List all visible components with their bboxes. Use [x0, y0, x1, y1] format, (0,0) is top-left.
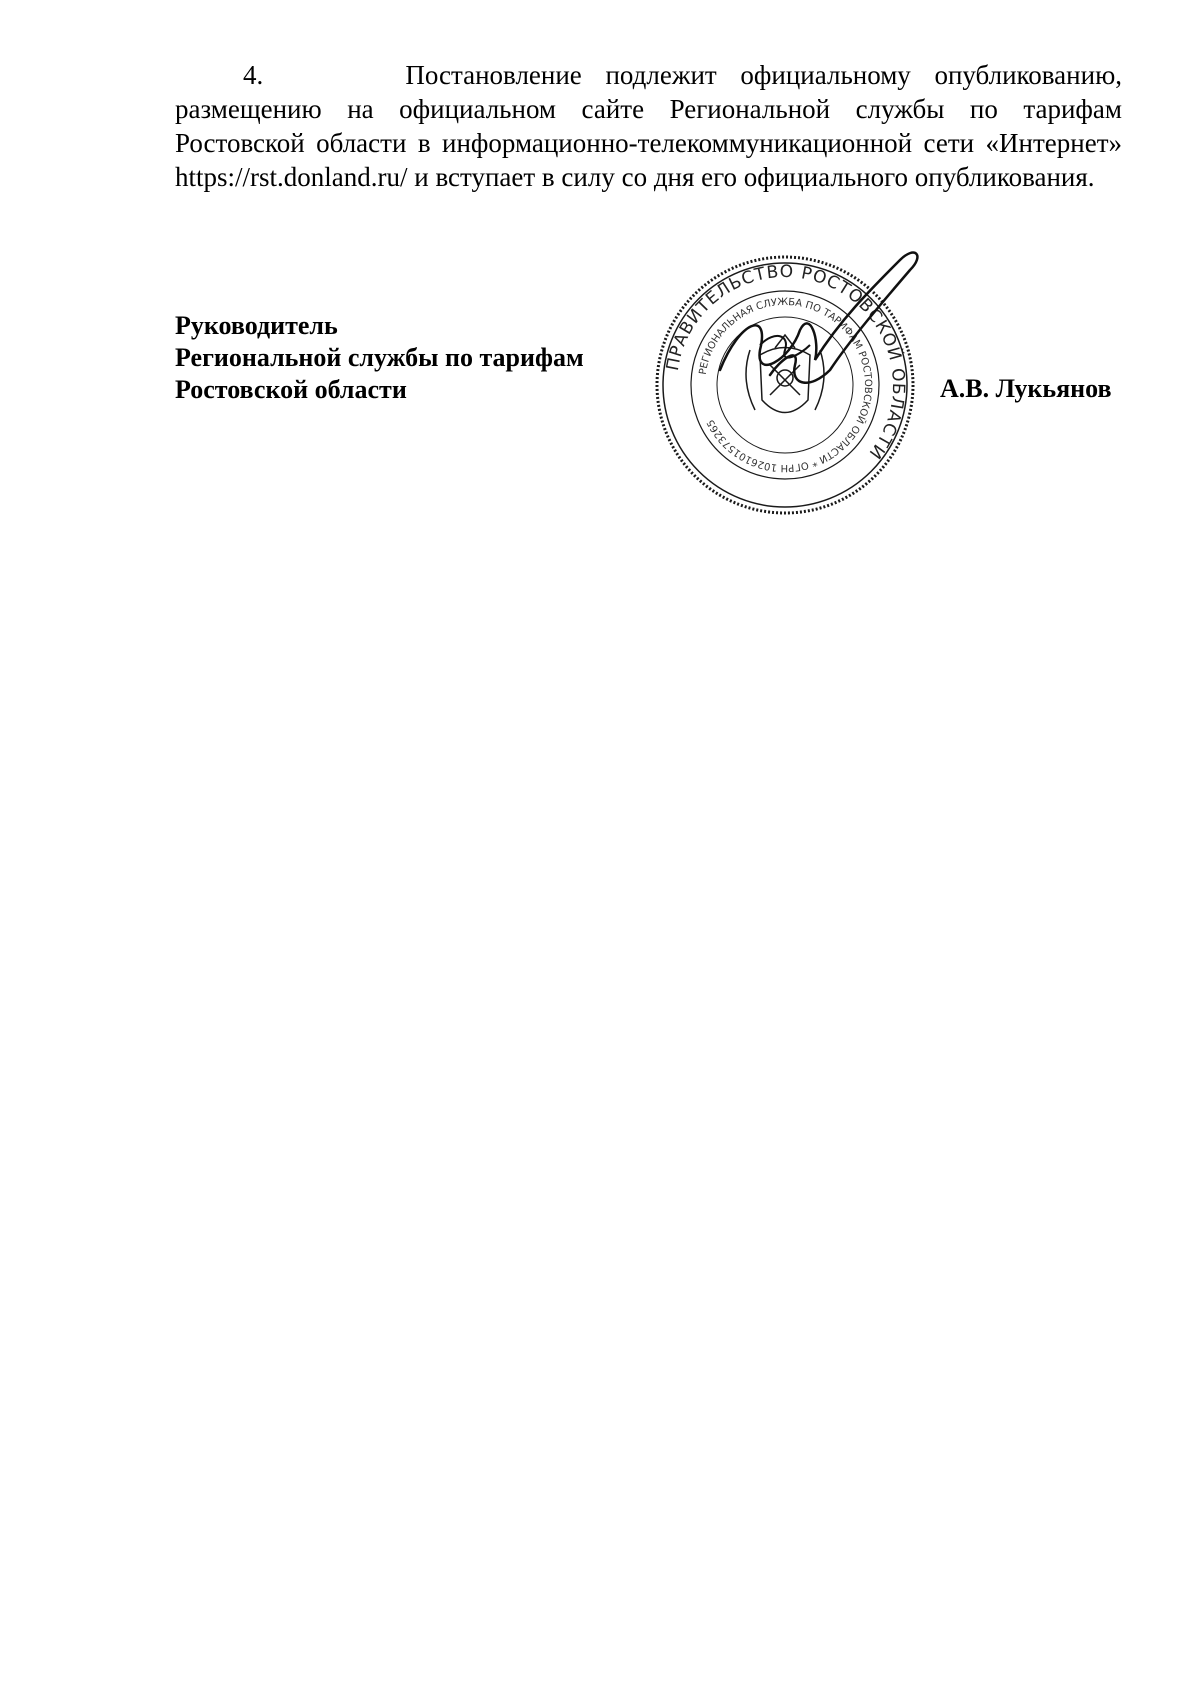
- stamp-outer-text: ПРАВИТЕЛЬСТВО РОСТОВСКОЙ ОБЛАСТИ: [662, 261, 909, 464]
- official-stamp: [650, 250, 920, 520]
- paragraph-4: 4. Постановление подлежит официальному опубликованию, размещению на официальном сайте Региональной службы по тарифам Ростовской области в информационно-телекоммуникационной сети «Интернет» https://rst.donland.ru/ и вступает в силу со дня его официального опубликования.: [175, 60, 1122, 192]
- position-line-3: Ростовской области: [175, 375, 407, 404]
- coat-of-arms-icon: [746, 335, 824, 413]
- stamp-seal-icon: [650, 250, 920, 520]
- stamp-inner-text: РЕГИОНАЛЬНАЯ СЛУЖБА ПО ТАРИФАМ РОСТОВСКОЙ ОБЛАСТИ * ОГРН 1026101573265: [697, 296, 874, 474]
- position-line-2: Региональной службы по тарифам: [175, 343, 584, 372]
- signer-name: А.В. Лукьянов: [940, 374, 1112, 403]
- signature-position: [175, 310, 645, 406]
- position-line-1: Руководитель: [175, 311, 338, 340]
